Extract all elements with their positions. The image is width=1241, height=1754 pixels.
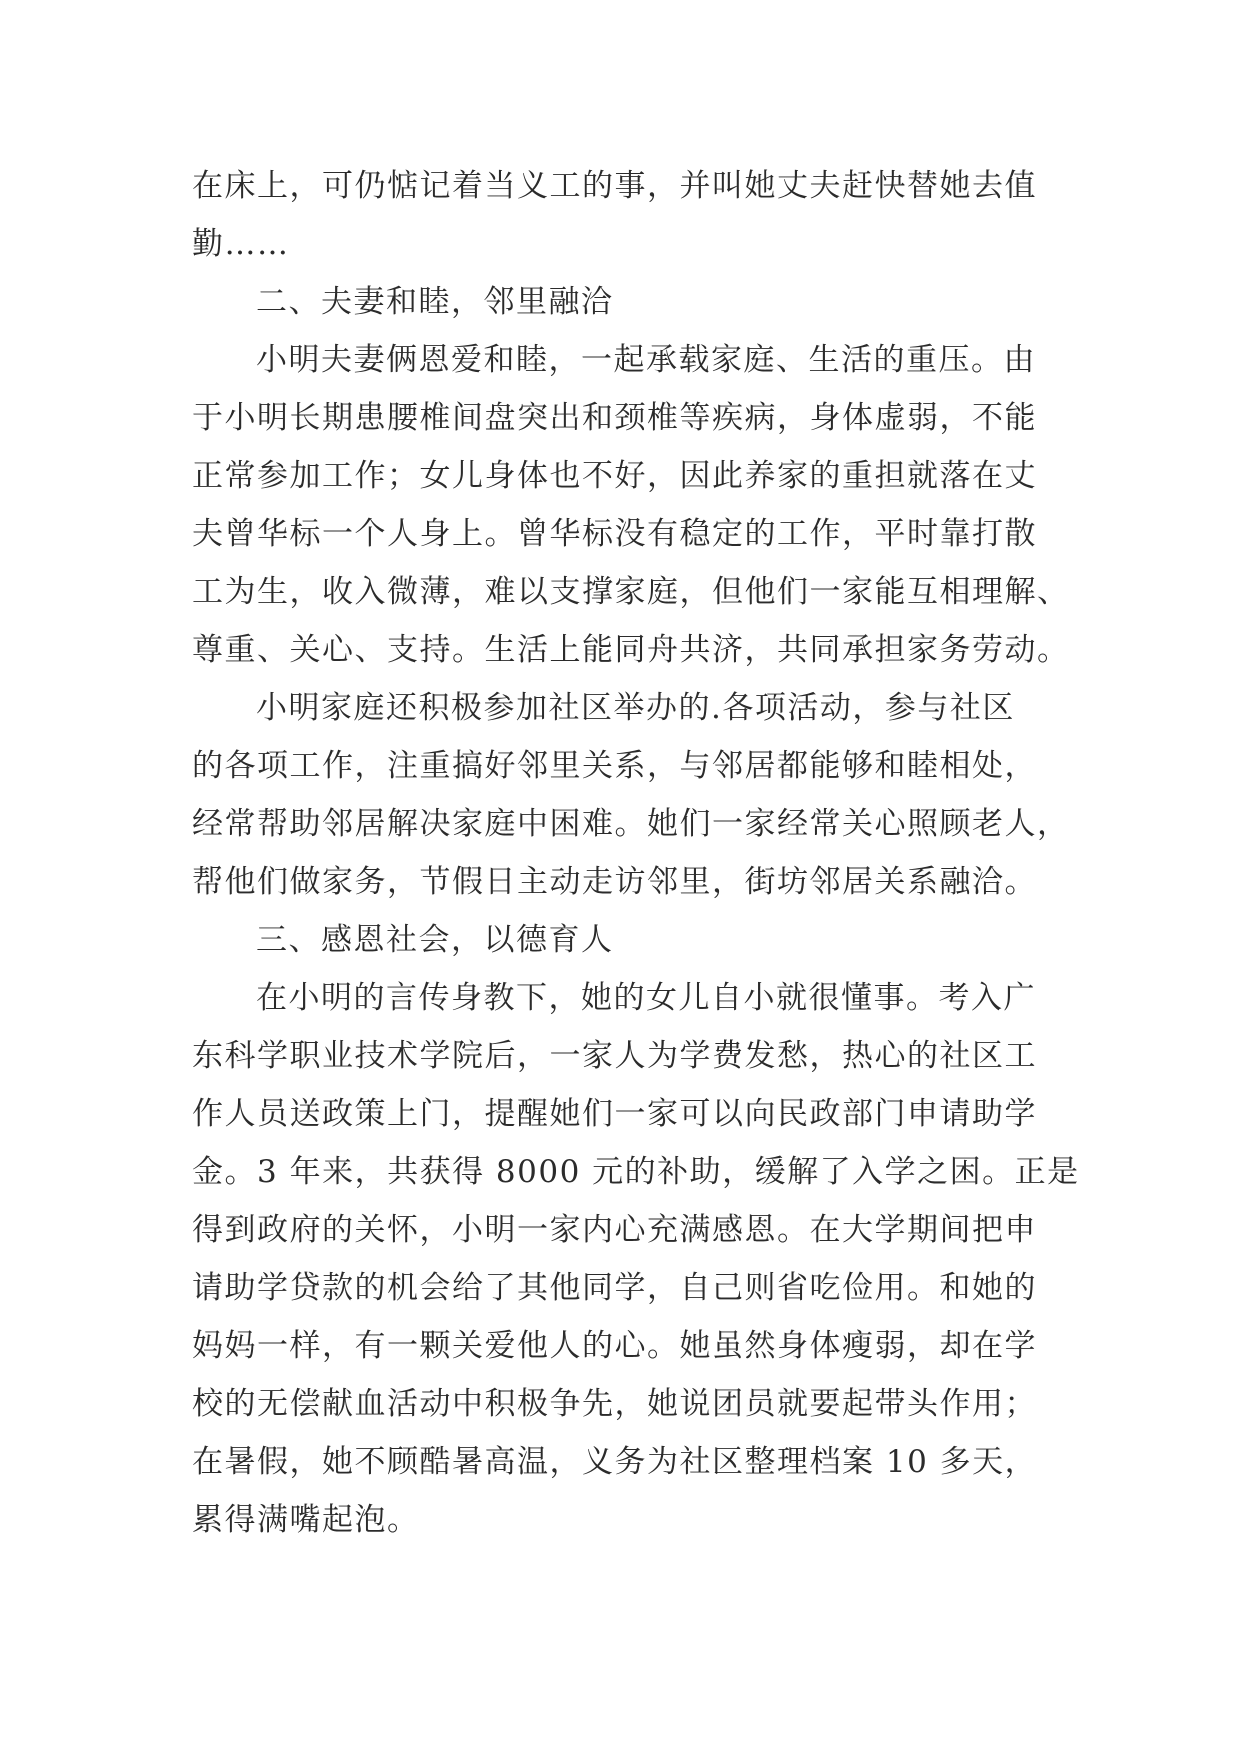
text-line: 请助学贷款的机会给了其他同学，自己则省吃俭用。和她的 bbox=[192, 1270, 1037, 1306]
text-line: 的各项工作，注重搞好邻里关系，与邻居都能够和睦相处， bbox=[192, 748, 1037, 784]
text-line: 夫曾华标一个人身上。曾华标没有稳定的工作，平时靠打散 bbox=[192, 516, 1037, 552]
section-heading: 三、感恩社会，以德育人 bbox=[256, 922, 614, 958]
text-line: 正常参加工作；女儿身体也不好，因此养家的重担就落在丈 bbox=[192, 458, 1037, 494]
paragraph-start-line: 小明家庭还积极参加社区举办的.各项活动，参与社区 bbox=[256, 690, 1015, 726]
text-line: 校的无偿献血活动中积极争先，她说团员就要起带头作用； bbox=[192, 1386, 1037, 1422]
text-line: 东科学职业技术学院后，一家人为学费发愁，热心的社区工 bbox=[192, 1038, 1037, 1074]
text-line: 帮他们做家务，节假日主动走访邻里，街坊邻居关系融洽。 bbox=[192, 864, 1037, 900]
text-line: 金。3 年来，共获得 8000 元的补助，缓解了入学之困。正是 bbox=[192, 1154, 1080, 1190]
text-line: 在暑假，她不顾酷暑高温，义务为社区整理档案 10 多天， bbox=[192, 1444, 1038, 1480]
text-line: 勤…… bbox=[192, 226, 290, 262]
text-line: 得到政府的关怀，小明一家内心充满感恩。在大学期间把申 bbox=[192, 1212, 1037, 1248]
paragraph-start-line: 在小明的言传身教下，她的女儿自小就很懂事。考入广 bbox=[256, 980, 1036, 1016]
section-heading: 二、夫妻和睦，邻里融洽 bbox=[256, 284, 614, 320]
text-line: 在床上，可仍惦记着当义工的事，并叫她丈夫赶快替她去值 bbox=[192, 168, 1037, 204]
paragraph-start-line: 小明夫妻俩恩爱和睦，一起承载家庭、生活的重压。由 bbox=[256, 342, 1036, 378]
text-line: 累得满嘴起泡。 bbox=[192, 1502, 420, 1538]
text-line: 于小明长期患腰椎间盘突出和颈椎等疾病，身体虚弱，不能 bbox=[192, 400, 1037, 436]
text-line: 工为生，收入微薄，难以支撑家庭，但他们一家能互相理解、 bbox=[192, 574, 1070, 610]
text-line: 妈妈一样，有一颗关爱他人的心。她虽然身体瘦弱，却在学 bbox=[192, 1328, 1037, 1364]
text-line: 经常帮助邻居解决家庭中困难。她们一家经常关心照顾老人， bbox=[192, 806, 1070, 842]
document-body bbox=[192, 157, 1080, 1549]
text-line: 尊重、关心、支持。生活上能同舟共济，共同承担家务劳动。 bbox=[192, 632, 1070, 668]
text-line: 作人员送政策上门，提醒她们一家可以向民政部门申请助学 bbox=[192, 1096, 1037, 1132]
